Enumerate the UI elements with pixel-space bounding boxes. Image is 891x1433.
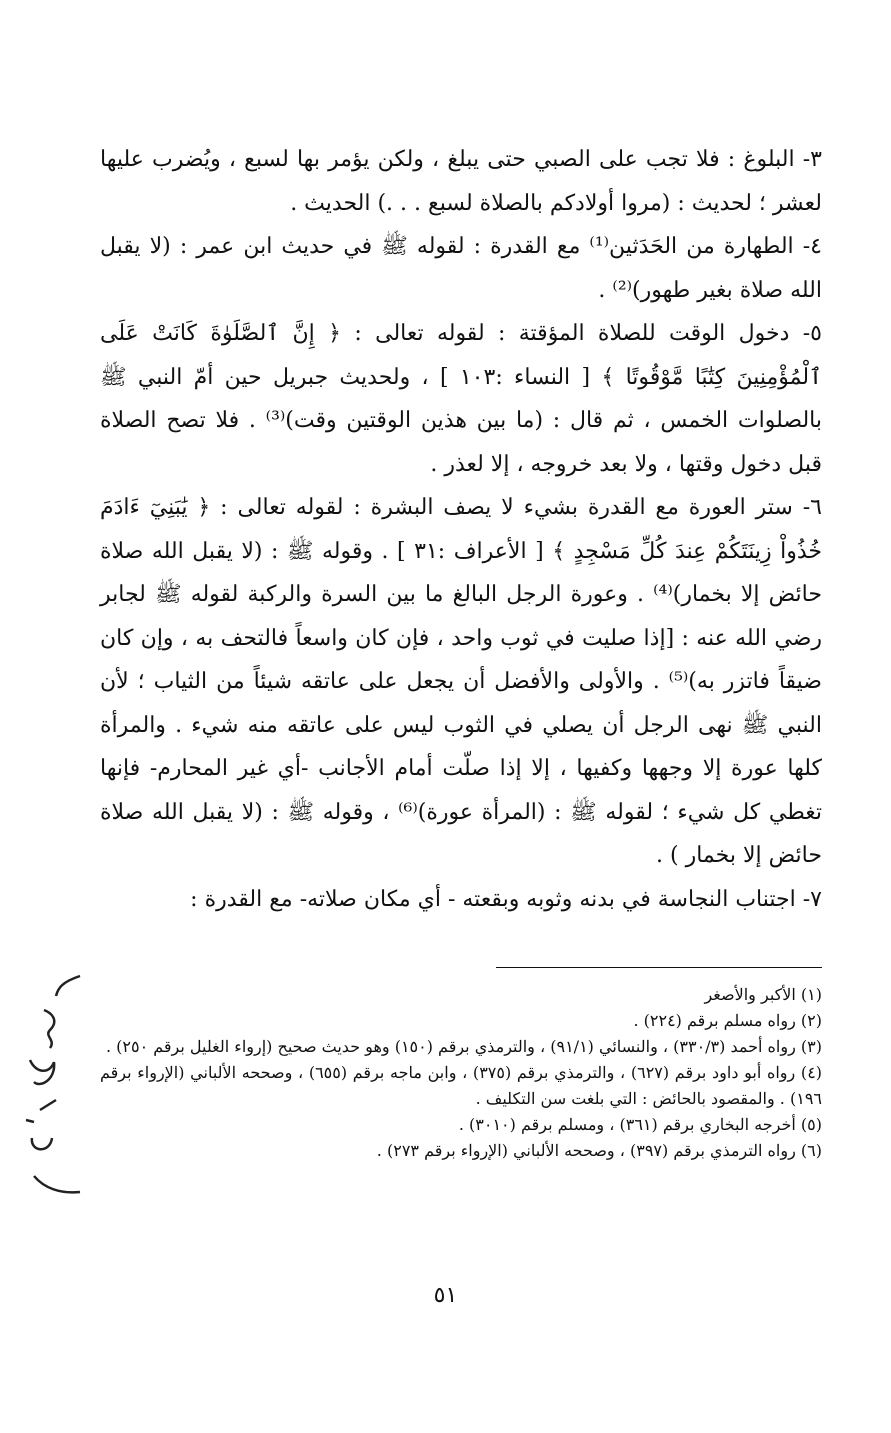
footnote-1: (١) الأكبر والأصغر: [704, 985, 822, 1004]
footnote-4: (٤) رواه أبو داود برقم (٦٢٧) ، والترمذي برقم (٣٧٥) ، وابن ماجه برقم (٦٥٥) ، وصححه الألباني (الإرواء برقم ١٩٦) . والمقصود بالحائض : التي بلغت سن التكليف .: [100, 1063, 823, 1108]
paragraph-condition-3: ٣- البلوغ : فلا تجب على الصبي حتى يبلغ ، ولكن يؤمر بها لسبع ، ويُضرب عليها لعشر ؛ لحديث : (مروا أولادكم بالصلاة لسبع . . .) الحديث .: [100, 147, 822, 216]
paragraph-condition-4: ٤- الطهارة من الحَدَثين⁽¹⁾ مع القدرة : لقوله ﷺ في حديث ابن عمر : (لا يقبل الله صلاة بغير طهور)⁽²⁾ .: [100, 234, 822, 303]
main-text: [100, 138, 822, 921]
footnote-6: (٦) رواه الترمذي برقم (٣٩٧) ، وصححه الألباني (الإرواء برقم ٢٧٣) .: [376, 1141, 822, 1160]
paragraph-condition-7: ٧- اجتناب النجاسة في بدنه وثوبه وبقعته - أي مكان صلاته- مع القدرة :: [190, 886, 822, 912]
paragraph-condition-5: ٥- دخول الوقت للصلاة المؤقتة : لقوله تعالى : ﴿ إِنَّ ٱلصَّلَوٰةَ كَانَتْ عَلَى ٱلْمُؤْمِنِينَ كِتَٰبًا مَّوْقُوتًا ﴾ [ النساء :١٠٣ ] ، ولحديث جبريل حين أمّ النبي ﷺ بالصلوات الخمس ، ثم قال : (ما بين هذين الوقتين وقت)⁽³⁾ . فلا تصح الصلاة قبل دخول وقتها ، ولا بعد خروجه ، إلا لعذر .: [100, 321, 822, 477]
footnote-3: (٣) رواه أحمد (٣٣٠/٣) ، والنسائي (٩١/١) ، والترمذي برقم (١٥٠) وهو حديث صحيح (إرواء الغليل برقم ٢٥٠) .: [105, 1037, 822, 1056]
paragraph-condition-6: ٦- ستر العورة مع القدرة بشيء لا يصف البشرة : لقوله تعالى : ﴿ يَٰبَنِيٓ ءَادَمَ خُذُواْ زِينَتَكُمْ عِندَ كُلِّ مَسْجِدٍ ﴾ [ الأعراف :٣١ ] . وقوله ﷺ : (لا يقبل الله صلاة حائض إلا بخمار)⁽⁴⁾ . وعورة الرجل البالغ ما بين السرة والركبة لقوله ﷺ لجابر رضي الله عنه : [إذا صليت في ثوب واحد ، فإن كان واسعاً فالتحف به ، وإن كان ضيقاً فاتزر به)⁽⁵⁾ . والأولى والأفضل أن يجعل على عاتقه شيئاً من الثياب ؛ لأن النبي ﷺ نهى الرجل أن يصلي في الثوب ليس على عاتقه منه شيء . والمرأة كلها عورة إلا وجهها وكفيها ، إلا إذا صلّت أمام الأجانب -أي غير المحارم- فإنها تغطي كل شيء ؛ لقوله ﷺ : (المرأة عورة)⁽⁶⁾ ، وقوله ﷺ : (لا يقبل الله صلاة حائض إلا بخمار ) .: [100, 495, 822, 868]
footnote-5: (٥) أخرجه البخاري برقم (٣٦١) ، ومسلم برقم (٣٠١٠) .: [458, 1115, 822, 1134]
footnote-separator: [496, 967, 822, 968]
page-number: ٥١: [433, 1283, 458, 1308]
footnote-2: (٢) رواه مسلم برقم (٢٢٤) .: [633, 1011, 822, 1030]
footnotes: [100, 982, 822, 1164]
handwritten-annotation: [10, 970, 90, 1210]
